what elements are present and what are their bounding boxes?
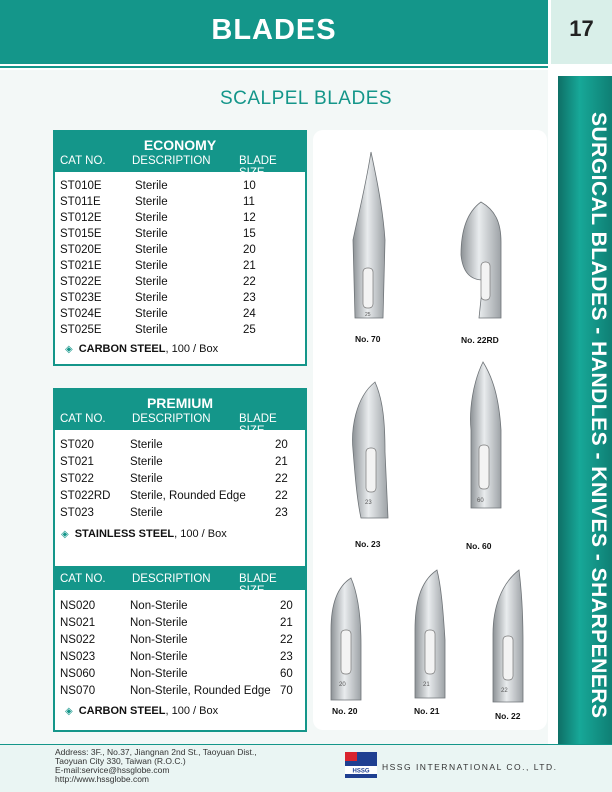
blade-label-no23: No. 23	[355, 539, 381, 549]
cell-cat-no: ST023	[60, 507, 94, 519]
address-line-1: Address: 3F., No.37, Jiangnan 2nd St., Taoyuan Dist.,	[55, 747, 257, 757]
cell-cat-no: ST025E	[60, 324, 102, 336]
blade-label-no60: No. 60	[466, 541, 492, 551]
cell-cat-no: ST011E	[60, 196, 101, 208]
email-text: E-mail:service@hssglobe.com	[55, 765, 170, 775]
table-row	[55, 456, 305, 472]
diamond-bullet-icon: ◈	[65, 706, 73, 717]
cell-description: Non-Sterile	[130, 634, 188, 646]
cell-description: Non-Sterile	[130, 668, 188, 680]
col-description: DESCRIPTION	[132, 413, 211, 425]
cell-blade-size: 12	[243, 212, 256, 224]
cell-blade-size: 21	[280, 617, 293, 629]
cell-blade-size: 22	[243, 276, 256, 288]
economy-note	[65, 343, 218, 355]
cell-description: Sterile	[135, 292, 168, 304]
nonsterile-table-header	[55, 568, 305, 597]
table-row	[55, 685, 305, 701]
cell-description: Sterile	[135, 228, 168, 240]
economy-table	[53, 130, 307, 366]
cell-cat-no: ST021	[60, 456, 94, 468]
cell-blade-size: 20	[275, 439, 288, 451]
economy-table-header	[55, 132, 305, 179]
col-blade-size: BLADE SIZE	[239, 413, 277, 437]
packing-label: , 100 / Box	[165, 343, 219, 355]
blade-no60-image	[471, 362, 502, 508]
premium-table	[53, 388, 307, 570]
blade-stamp: 21	[423, 682, 430, 688]
blade-no23-image	[353, 382, 388, 518]
table-row	[55, 292, 305, 308]
cell-description: Sterile	[135, 260, 168, 272]
nonsterile-table	[53, 566, 307, 732]
table-row	[55, 276, 305, 292]
page-number: 17	[569, 16, 594, 41]
blade-label-no22rd: No. 22RD	[461, 335, 499, 345]
blade-no70-image	[353, 152, 385, 318]
cell-description: Sterile	[130, 473, 163, 485]
table-row	[55, 244, 305, 260]
cell-blade-size: 21	[243, 260, 256, 272]
cell-cat-no: ST022RD	[60, 490, 111, 502]
address-line-2: Taoyuan City 330, Taiwan (R.O.C.)	[55, 756, 186, 766]
cell-description: Sterile	[130, 507, 163, 519]
cell-blade-size: 15	[243, 228, 256, 240]
col-description: DESCRIPTION	[132, 573, 211, 585]
section-subtitle: SCALPEL BLADES	[219, 88, 393, 109]
cell-cat-no: ST021E	[60, 260, 102, 272]
table-row	[55, 260, 305, 276]
nonsterile-note	[65, 705, 218, 717]
packing-label: , 100 / Box	[174, 528, 227, 540]
cell-description: Non-Sterile, Rounded Edge	[130, 685, 271, 697]
cell-blade-size: 23	[275, 507, 288, 519]
blade-stamp: 22	[501, 688, 508, 694]
cell-description: Sterile, Rounded Edge	[130, 490, 246, 502]
blade-image-panel	[313, 130, 547, 730]
col-blade-size: BLADE SIZE	[239, 573, 277, 597]
material-label: CARBON STEEL	[78, 705, 166, 717]
cell-blade-size: 60	[280, 668, 293, 680]
table-row	[55, 196, 305, 212]
table-row	[55, 439, 305, 455]
table-row	[55, 651, 305, 667]
table-row	[55, 324, 305, 340]
page-title: BLADES	[211, 14, 337, 46]
cell-blade-size: 10	[243, 180, 256, 192]
cell-cat-no: ST022E	[60, 276, 102, 288]
table-row	[55, 668, 305, 684]
cell-description: Sterile	[135, 180, 168, 192]
cell-blade-size: 22	[275, 490, 288, 502]
blade-no22-image	[493, 570, 523, 702]
blade-no21-image	[415, 570, 445, 698]
table-row	[55, 228, 305, 244]
diamond-bullet-icon: ◈	[65, 344, 73, 355]
table-row	[55, 507, 305, 523]
cell-description: Non-Sterile	[130, 617, 188, 629]
cell-cat-no: NS060	[60, 668, 96, 680]
cell-description: Sterile	[135, 324, 168, 336]
cell-blade-size: 24	[243, 308, 256, 320]
logo-text: HSSG	[352, 768, 370, 775]
cell-blade-size: 21	[275, 456, 288, 468]
cell-blade-size: 22	[275, 473, 288, 485]
blade-illustrations	[313, 130, 547, 730]
col-cat-no: CAT NO.	[60, 573, 106, 585]
col-cat-no: CAT NO.	[60, 155, 106, 167]
cell-cat-no: ST012E	[60, 212, 102, 224]
website-text: http://www.hssglobe.com	[55, 774, 150, 784]
cell-blade-size: 70	[280, 685, 293, 697]
header-divider	[0, 66, 548, 68]
cell-description: Non-Sterile	[130, 600, 188, 612]
premium-table-header	[55, 390, 305, 437]
cell-blade-size: 22	[280, 634, 293, 646]
premium-title: PREMIUM	[146, 395, 214, 411]
material-label: STAINLESS STEEL	[74, 528, 175, 540]
cell-description: Sterile	[135, 276, 168, 288]
premium-note	[61, 528, 227, 540]
blade-label-no70: No. 70	[355, 334, 381, 344]
blade-no20-image	[331, 578, 361, 700]
cell-cat-no: NS023	[60, 651, 96, 663]
cell-cat-no: NS020	[60, 600, 96, 612]
table-row	[55, 490, 305, 506]
diamond-bullet-icon: ◈	[61, 529, 69, 540]
cell-cat-no: NS070	[60, 685, 96, 697]
cell-cat-no: NS021	[60, 617, 96, 629]
cell-cat-no: ST022	[60, 473, 94, 485]
cell-description: Sterile	[135, 308, 168, 320]
table-row	[55, 634, 305, 650]
cell-cat-no: NS022	[60, 634, 96, 646]
packing-label: , 100 / Box	[165, 705, 219, 717]
cell-cat-no: ST015E	[60, 228, 102, 240]
table-row	[55, 600, 305, 616]
cell-cat-no: ST020	[60, 439, 94, 451]
company-name: HSSG INTERNATIONAL CO., LTD.	[382, 762, 558, 772]
blade-label-no20: No. 20	[332, 706, 358, 716]
cell-description: Sterile	[135, 244, 168, 256]
cell-cat-no: ST023E	[60, 292, 102, 304]
cell-cat-no: ST010E	[60, 180, 102, 192]
economy-title: ECONOMY	[143, 137, 217, 153]
col-description: DESCRIPTION	[132, 155, 211, 167]
hssg-logo	[344, 751, 378, 779]
blade-no22rd-image	[461, 202, 501, 318]
blade-stamp: 25	[365, 312, 371, 318]
cell-description: Sterile	[135, 212, 168, 224]
side-banner-text: SURGICAL BLADES - HANDLES - KNIVES - SHARPENERS	[587, 112, 610, 719]
table-row	[55, 180, 305, 196]
cell-blade-size: 20	[243, 244, 256, 256]
table-row	[55, 617, 305, 633]
blade-label-no22: No. 22	[495, 711, 521, 721]
cell-blade-size: 23	[243, 292, 256, 304]
table-row	[55, 212, 305, 228]
cell-blade-size: 25	[243, 324, 256, 336]
cell-cat-no: ST020E	[60, 244, 102, 256]
cell-description: Sterile	[130, 439, 163, 451]
cell-description: Sterile	[130, 456, 163, 468]
cell-description: Sterile	[135, 196, 168, 208]
cell-description: Non-Sterile	[130, 651, 188, 663]
col-blade-size: BLADE SIZE	[239, 155, 277, 179]
material-label: CARBON STEEL	[78, 343, 166, 355]
cell-blade-size: 20	[280, 600, 293, 612]
table-row	[55, 308, 305, 324]
table-row	[55, 473, 305, 489]
col-cat-no: CAT NO.	[60, 413, 106, 425]
blade-stamp: 20	[339, 682, 346, 688]
cell-blade-size: 23	[280, 651, 293, 663]
cell-blade-size: 11	[243, 196, 255, 208]
blade-label-no21: No. 21	[414, 706, 440, 716]
blade-stamp: 23	[365, 500, 372, 506]
cell-cat-no: ST024E	[60, 308, 102, 320]
blade-stamp: 60	[477, 498, 484, 504]
